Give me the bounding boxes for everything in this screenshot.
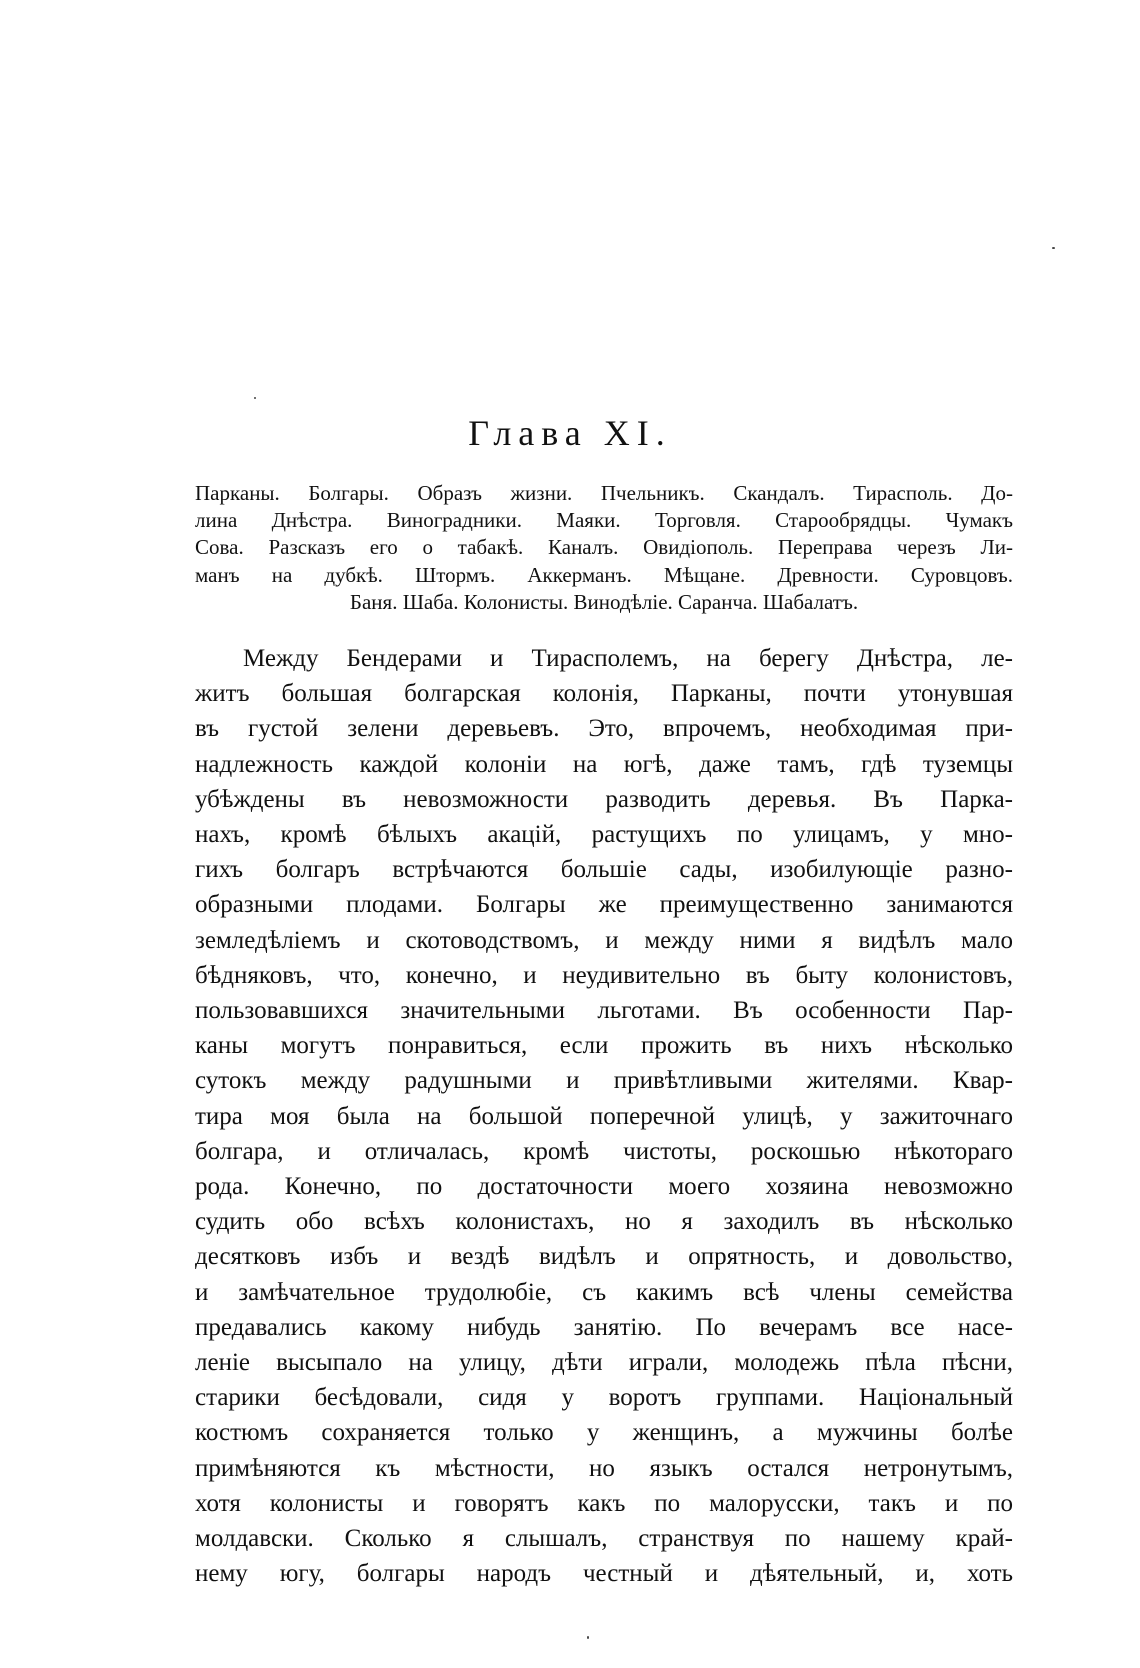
body-line: пользовавшихся значительными льготами. Въ особенности Пар- [195,997,1013,1025]
print-speck [254,397,256,399]
summary-line: Сова. Разсказъ его о табакѣ. Каналъ. Овидіополь. Переправа черезъ Ли- [195,535,1013,560]
body-line: въ густой зелени деревьевъ. Это, впрочемъ, необходимая при- [195,715,1013,743]
body-line: гихъ болгаръ встрѣчаются большіе сады, изобилующіе разно- [195,856,1013,884]
body-line: сутокъ между радушными и привѣтливыми жителями. Квар- [195,1067,1013,1095]
body-paragraph [195,641,1013,1591]
summary-line: Парканы. Болгары. Образъ жизни. Пчельникъ. Скандалъ. Тирасполь. До- [195,481,1013,505]
chapter-summary [195,480,1013,616]
body-line: убѣждены въ невозможности разводить деревья. Въ Парка- [195,785,1013,813]
body-line: надлежность каждой колоніи на югѣ, даже тамъ, гдѣ туземцы [195,750,1013,778]
body-line: молдавски. Сколько я слышалъ, странствуя по нашему край- [195,1525,1013,1553]
body-line: нему югу, болгары народъ честный и дѣятельный, и, хоть [195,1560,1013,1588]
body-line: тира моя была на большой поперечной улицѣ, у зажиточнаго [195,1102,1013,1130]
body-line: житъ большая болгарская колонія, Парканы, почти утонувшая [195,680,1013,708]
chapter-title: Глава XI. [468,413,672,453]
body-line: земледѣліемъ и скотоводствомъ, и между ними я видѣлъ мало [195,926,1013,954]
body-line: болгара, и отличалась, кромѣ чистоты, роскошью нѣкотораго [195,1137,1013,1165]
summary-line: манъ на дубкѣ. Штормъ. Аккерманъ. Мѣщане. Древности. Суровцовъ. [195,562,1013,587]
summary-line: Баня. Шаба. Колонисты. Винодѣліе. Саранча. Шабалатъ. [349,589,859,614]
body-line: десятковъ избъ и вездѣ видѣлъ и опрятность, и довольство, [195,1243,1013,1271]
body-line: Между Бендерами и Тирасполемъ, на берегу Днѣстра, ле- [243,645,1013,672]
body-line: старики бесѣдовали, сидя у воротъ группами. Національный [195,1384,1013,1412]
summary-line: лина Днѣстра. Виноградники. Маяки. Торговля. Старообрядцы. Чумакъ [195,508,1013,533]
body-line: нахъ, кромѣ бѣлыхъ акацій, растущихъ по улицамъ, у мно- [195,821,1013,849]
body-line: леніе высыпало на улицу, дѣти играли, молодежь пѣла пѣсни, [195,1349,1013,1377]
print-speck [1052,247,1055,249]
body-line: рода. Конечно, по достаточности моего хозяина невозможно [195,1173,1013,1201]
print-speck [587,1636,589,1639]
body-line: примѣняются къ мѣстности, но языкъ остался нетронутымъ, [195,1454,1013,1482]
body-line: предавались какому нибудь занятію. По вечерамъ все насе- [195,1313,1013,1341]
body-line: каны могутъ понравиться, если прожить въ нихъ нѣсколько [195,1032,1013,1060]
body-line: костюмъ сохраняется только у женщинъ, а мужчины болѣе [195,1419,1013,1447]
body-line: бѣдняковъ, что, конечно, и неудивительно въ быту колонистовъ, [195,961,1013,989]
body-line: и замѣчательное трудолюбіе, съ какимъ всѣ члены семейства [195,1278,1013,1306]
body-line: судить обо всѣхъ колонистахъ, но я заходилъ въ нѣсколько [195,1208,1013,1236]
body-line: хотя колонисты и говорятъ какъ по малорусски, такъ и по [195,1489,1013,1517]
body-line: образными плодами. Болгары же преимущественно занимаются [195,891,1013,919]
